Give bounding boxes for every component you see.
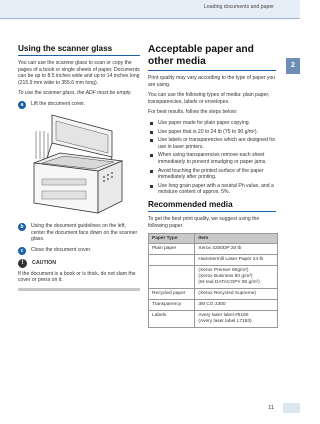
left-column — [18, 44, 140, 291]
step-b — [18, 223, 140, 243]
footer-bar — [283, 403, 300, 413]
column-header: Paper Type — [149, 234, 195, 244]
subsection-intro: To get the best print quality, we suggest using the following paper. — [148, 215, 260, 229]
header-title: Loading documents and paper — [203, 4, 274, 10]
table-row — [149, 255, 278, 266]
section-heading: Using the scanner glass — [18, 44, 113, 53]
section-heading: Acceptable paper and other media — [148, 44, 254, 67]
list-item: Use long grain paper with a neutral Ph value, and a moisture content of approx. 5%. — [148, 183, 276, 196]
scanner-illustration — [28, 113, 128, 219]
header-rule — [0, 18, 300, 19]
page-number: 11 — [268, 405, 274, 411]
caution-box — [18, 259, 140, 291]
chapter-tab: 2 — [286, 58, 300, 74]
list-item: Use paper made for plain paper copying. — [148, 120, 276, 127]
list-item: Avoid touching the printed surface of the paper immediately after printing. — [148, 168, 276, 181]
step-marker: a — [18, 101, 26, 109]
scanner-glass-figure — [28, 113, 128, 219]
table-row — [149, 300, 278, 311]
page-header — [0, 0, 300, 18]
table-row — [149, 266, 278, 289]
table-cell: (Xerox Recycled Supreme) — [195, 289, 278, 300]
paragraph-1: Print quality may vary according to the type of paper you are using. — [148, 75, 276, 88]
subsection-heading: Recommended media — [148, 199, 233, 209]
adf-note: To use the scanner glass, the ADF must be empty. — [18, 90, 132, 97]
caution-label: CAUTION — [32, 260, 57, 267]
intro-paragraph: You can use the scanner glass to scan or copy the pages of a book or single sheets of paper. Documents can be up to 8.5 inches wide and up to 14 inches long (215.9 mm wide to 355.6 mm long). — [18, 60, 140, 86]
list-item: Use paper that is 20 to 24 lb (75 to 90 g/m²). — [148, 129, 276, 136]
table-cell: (Xerox Premier 80g/m²) (Xerox Business 80 g/m²) (M-real DATACOPY 80 g/m²) — [195, 266, 278, 289]
caution-text: If the document is a book or is thick, do not slam the cover or press on it. — [18, 270, 136, 284]
recommended-media-table — [148, 233, 278, 328]
table-row — [149, 311, 278, 328]
table-cell: Recycled paper — [149, 289, 195, 300]
step-marker: c — [18, 247, 26, 255]
right-column — [148, 44, 276, 328]
heading-rule — [148, 70, 276, 71]
table-cell: 3M CG 3300 — [195, 300, 278, 311]
step-text: Using the document guidelines on the left, center the document face down on the scanner glass. — [31, 222, 138, 243]
paragraph-2: You can use the following types of media: plain paper, transparencies, labels or envelopes. — [148, 92, 270, 105]
heading-rule — [148, 211, 276, 212]
list-item: When using transparencies remove each sheet immediately to prevent smudging or paper jams. — [148, 152, 276, 165]
step-c — [18, 247, 140, 255]
step-text: Lift the document cover. — [31, 100, 86, 107]
table-cell: Plain paper — [149, 244, 195, 255]
heading-rule — [18, 55, 140, 56]
table-cell: Labels — [149, 311, 195, 328]
table-cell: Avery laser label #5160 (Avery laser label L7163) — [195, 311, 278, 328]
table-cell: Xerox 4200DP 20 lb — [195, 244, 278, 255]
step-text: Close the document cover. — [31, 246, 92, 253]
step-a — [18, 101, 140, 109]
table-cell: Hammermill Laser Paper 24 lb — [195, 255, 278, 266]
warning-icon: ! — [18, 259, 27, 268]
column-header: Item — [195, 234, 278, 244]
table-cell — [149, 266, 195, 289]
list-item: Use labels or transparencies which are designed for use in laser printers. — [148, 137, 276, 150]
step-marker: b — [18, 223, 26, 231]
tips-list — [148, 120, 276, 196]
caution-rule — [18, 288, 140, 291]
table-cell: Transparency — [149, 300, 195, 311]
table-row — [149, 289, 278, 300]
table-header-row — [149, 234, 278, 244]
table-cell — [149, 255, 195, 266]
caution-header — [18, 259, 140, 268]
paragraph-3: For best results, follow the steps below: — [148, 109, 238, 116]
table-row — [149, 244, 278, 255]
